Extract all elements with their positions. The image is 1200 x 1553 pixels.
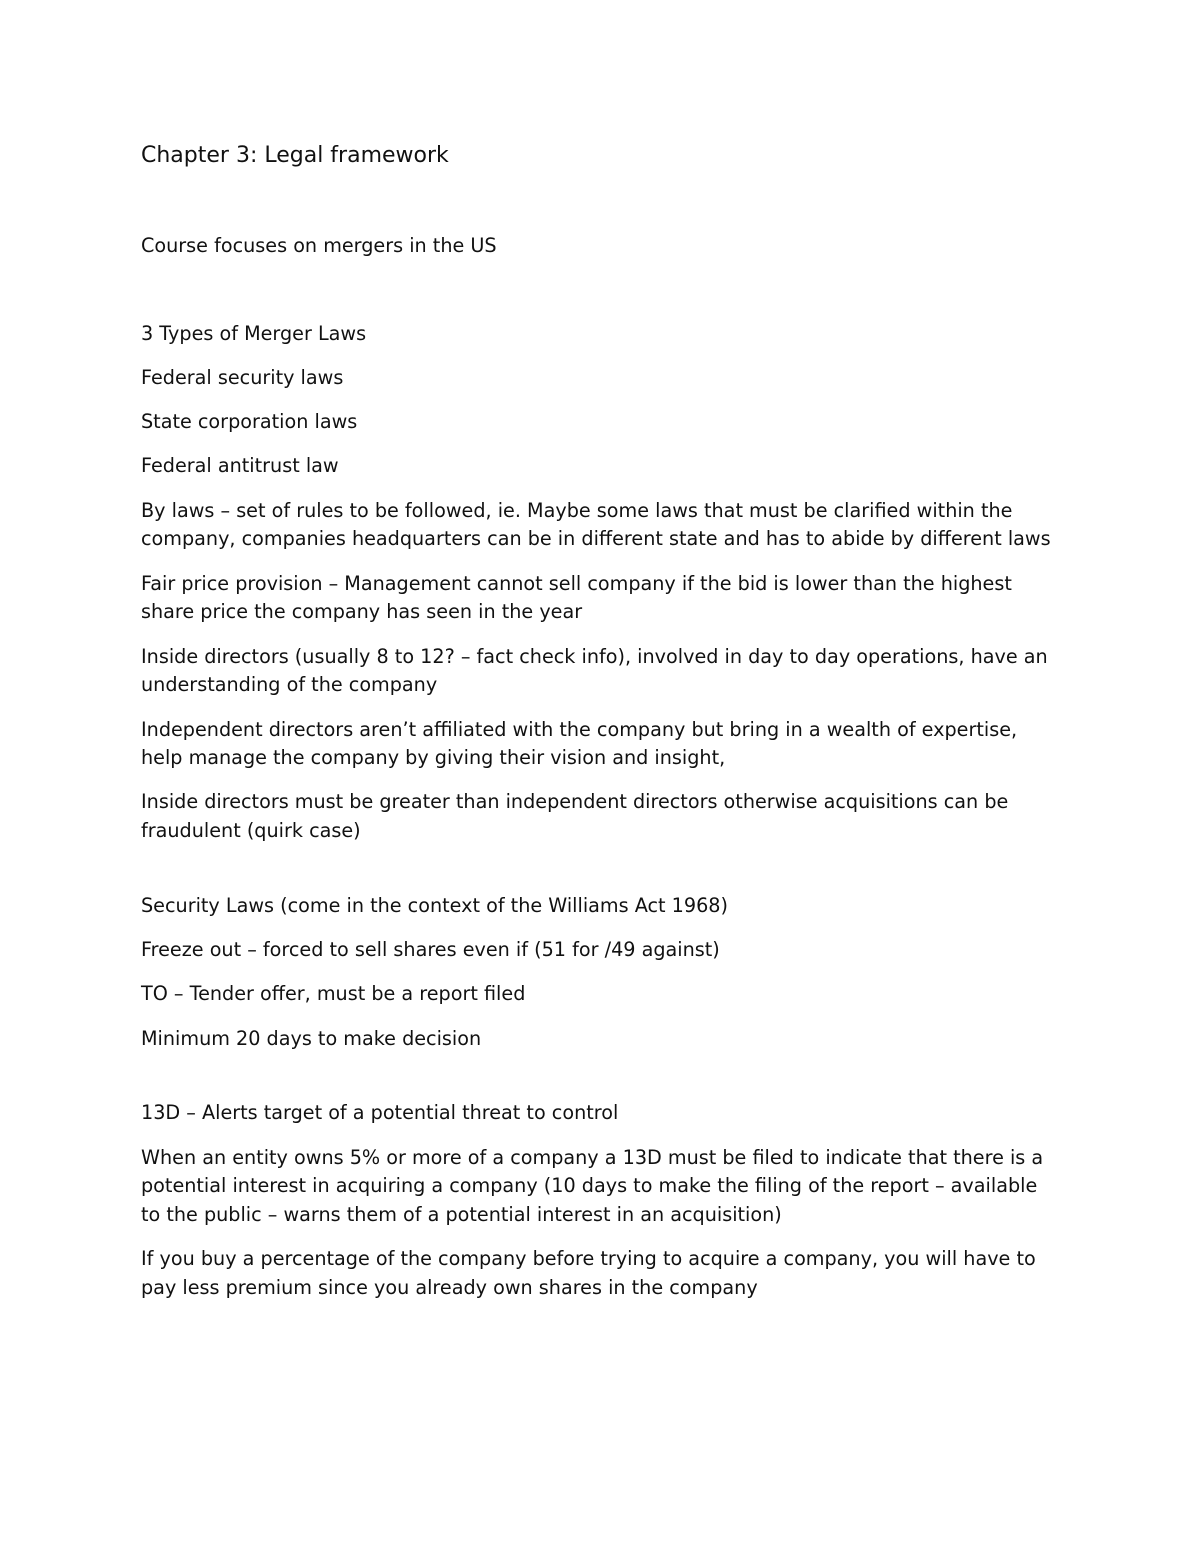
paragraph-merger-laws-heading: 3 Types of Merger Laws xyxy=(141,321,367,345)
chapter-title: Chapter 3: Legal framework xyxy=(141,143,449,168)
paragraph-inside-directors: Inside directors (usually 8 to 12? – fact check info), involved in day to day operations, have an understanding of the company xyxy=(141,644,1048,697)
paragraph-course-focus: Course focuses on mergers in the US xyxy=(141,234,497,257)
paragraph-by-laws: By laws – set of rules to be followed, ie. Maybe some laws that must be clarified within the company, companies headquarters can be in different state and has to abide by different laws xyxy=(141,498,1051,551)
paragraph-security-laws: Security Laws (come in the context of the Williams Act 1968) xyxy=(141,894,728,918)
paragraph-freeze-out: Freeze out – forced to sell shares even if (51 for /49 against) xyxy=(141,938,720,962)
paragraph-tender-offer: TO – Tender offer, must be a report filed xyxy=(141,982,526,1006)
document-body xyxy=(141,140,1061,1318)
paragraph-federal-security-laws: Federal security laws xyxy=(141,365,344,389)
paragraph-federal-antitrust-law: Federal antitrust law xyxy=(141,454,339,478)
paragraph-13d-filing: When an entity owns 5% or more of a company a 13D must be filed to indicate that there is a potential interest in acquiring a company (10 days to make the filing of the report – available to the public – warns them of a potential interest in an acquisition) xyxy=(141,1145,1044,1227)
paragraph-director-ratio: Inside directors must be greater than independent directors otherwise acquisitions can be fraudulent (quirk case) xyxy=(141,790,1009,843)
paragraph-fair-price-provision: Fair price provision – Management cannot sell company if the bid is lower than the highest share price the company has seen in the year xyxy=(141,571,1012,624)
paragraph-13d-heading: 13D – Alerts target of a potential threat to control xyxy=(141,1101,619,1125)
paragraph-independent-directors: Independent directors aren’t affiliated with the company but bring in a wealth of expertise, help manage the company by giving their vision and insight, xyxy=(141,717,1018,770)
paragraph-premium: If you buy a percentage of the company before trying to acquire a company, you will have to pay less premium since you already own shares in the company xyxy=(141,1247,1036,1300)
paragraph-state-corporation-laws: State corporation laws xyxy=(141,410,358,434)
paragraph-minimum-days: Minimum 20 days to make decision xyxy=(141,1026,482,1050)
